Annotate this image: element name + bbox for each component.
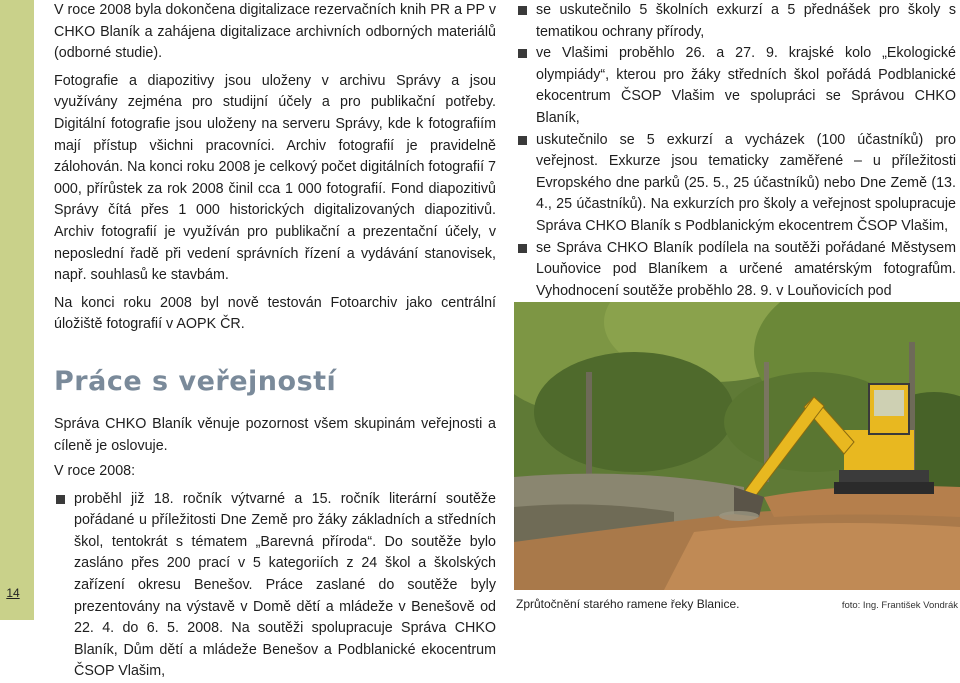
paragraph-fotoarchiv: Na konci roku 2008 byl nově testován Fotoarchiv jako centrální úložiště fotografií v AOPK ČR.	[54, 294, 496, 333]
right-bullet-list	[516, 0, 956, 302]
paragraph-public-intro: Správa CHKO Blaník věnuje pozornost všem skupinám veřejnosti a cíleně je oslovuje.	[54, 415, 496, 454]
page-sidebar-band	[0, 0, 34, 620]
list-item: se Správa CHKO Blaník podílela na soutěži pořádané Městysem Louňovice pod Blaníkem a určené amatérským fotografům. Vyhodnocení soutěže proběhlo 28. 9. v Louňovicích pod	[516, 238, 956, 303]
excavator-photo	[514, 302, 960, 590]
page-number: 14	[6, 586, 20, 600]
list-item: se uskutečnilo 5 školních exkurzí a 5 přednášek pro školy s tematikou ochrany přírody,	[516, 0, 956, 43]
photo-credit: foto: Ing. František Vondrák	[841, 600, 958, 611]
list-item: ve Vlašimi proběhlo 26. a 27. 9. krajské kolo „Ekologické olympiády“, kterou pro žáky středních škol pořádá Podblanické ekocentrum ČSOP Vlašim ve spolupráci se Správou CHKO Blaník,	[516, 43, 956, 129]
paragraph-year: V roce 2008:	[54, 463, 136, 480]
paragraph-digitization: V roce 2008 byla dokončena digitalizace rezervačních knih PR a PP v CHKO Blaník a zahájena digitalizace archivních odborných materiálů (odborné studie).	[54, 2, 496, 62]
list-item: proběhl již 18. ročník výtvarné a 15. ročník literární soutěže pořádané u příležitosti Dne Země pro žáky základních a středních škol, tentokrát s tématem „Barevná příroda“. Do soutěže bylo zasláno přes 200 prací v 5 kategoriích z 24 škol a školských zařízení okresu Benešov. Práce zaslané do soutěže byly prezentovány na výstavě v Domě dětí a mládeže v Benešově od 22. 4. do 6. 5. 2008. Na soutěži spolupracuje Správa CHKO Blaník, Dům dětí a mládeže Benešov a Podblanické ekocentrum ČSOP Vlašim,	[54, 489, 496, 683]
paragraph-photo-archive: Fotografie a diapozitivy jsou uloženy v archivu Správy a jsou využívány zejména pro studijní účely a pro publikační potřeby. Digitální fotografie jsou uloženy na serveru Správy, kde k fotografiím mají přístup všichni pracovníci. Archiv fotografií je pravidelně zálohován. Na konci roku 2008 je celkový počet digitálních fotografií 7 000, přírůstek za rok 2008 činil cca 1 000 fotografií. Fond diapozitivů Správy čítá přes 1 000 historických digitalizovaných diapozitivů. Archiv fotografií je využíván pro publikační a prezentační účely, v neposlední řadě při vedení správních řízení a vydávání stanovisek, např. souhlasů ke stavbám.	[54, 72, 496, 284]
right-column	[516, 0, 956, 302]
left-bullet-list	[54, 489, 496, 683]
photo-caption: Zprůtočnění starého ramene řeky Blanice.	[516, 597, 740, 611]
section-title: Práce s veřejností	[54, 365, 337, 397]
left-column	[54, 0, 496, 683]
list-item: uskutečnilo se 5 exkurzí a vycházek (100 účastníků) pro veřejnost. Exkurze jsou tematicky zaměřené – u příležitosti Evropského dne parků (25. 5., 25 účastníků) nebo Dne Země (13. 4., 25 účastníků). Na exkurzích pro školy a veřejnost spolupracuje Správa CHKO Blaník s Podblanickým ekocentrem ČSOP Vlašim,	[516, 130, 956, 238]
